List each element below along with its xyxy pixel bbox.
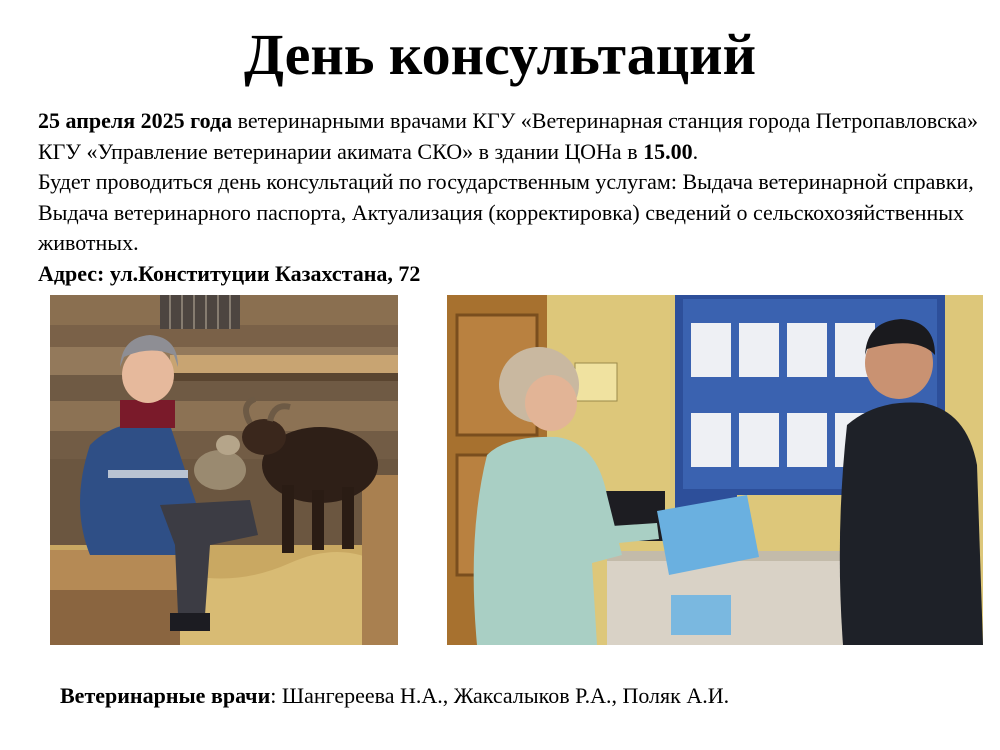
intro-paragraph <box>38 106 988 167</box>
goats-barn-photo <box>50 295 398 645</box>
doctors-separator: : <box>270 683 282 708</box>
announcement-text <box>38 106 988 289</box>
service-center-photo <box>447 295 983 645</box>
address-line: Адрес: ул.Конституции Казахстана, 72 <box>38 260 421 286</box>
event-date: 25 апреля 2025 года <box>38 108 233 133</box>
doctors-names: Шангереева Н.А., Жаксалыков Р.А., Поляк А.И. <box>281 683 730 708</box>
page-title: День консультаций <box>243 22 756 87</box>
doctors-credit <box>60 682 729 710</box>
event-time: 15.00 <box>643 138 693 164</box>
intro-text: ветеринарными врачами КГУ «Ветеринарная станция города Петропавловска» КГУ «Управление ветеринарии акимата СКО» в здании ЦОНа в <box>38 108 979 164</box>
goats-barn-image <box>50 295 398 645</box>
services-paragraph: Будет проводиться день консультаций по государственным услугам: Выдача ветеринарной справки, Выдача ветеринарного паспорта, Актуализация (корректировка) сведений о сельскохозяйственных животных. <box>38 169 974 255</box>
intro-end: . <box>692 138 699 164</box>
doctors-label: Ветеринарные врачи <box>60 683 271 708</box>
service-center-image <box>447 295 983 645</box>
